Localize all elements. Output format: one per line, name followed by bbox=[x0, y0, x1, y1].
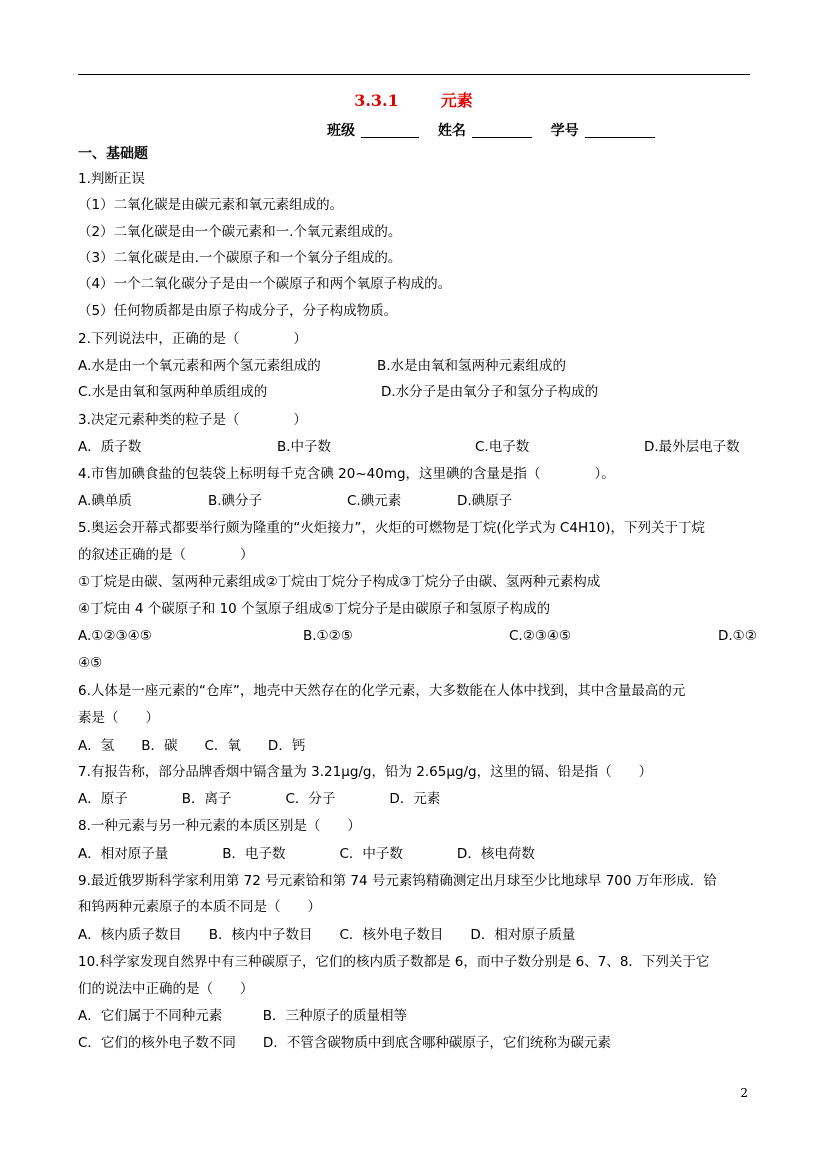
q1-item: （4）一个二氧化碳分子是由一个碳原子和两个氧原子构成的。 bbox=[78, 276, 452, 292]
q1-item: （2）二氧化碳是由一个碳元素和一.个氧元素组成的。 bbox=[78, 224, 402, 240]
q2-option-a: A.水是由一个氧元素和两个氢元素组成的 bbox=[78, 358, 321, 374]
q7-options: A．原子 B．离子 C．分子 D．元素 bbox=[78, 791, 441, 807]
q5-statement: ①丁烷是由碳、氢两种元素组成②丁烷由丁烷分子构成③丁烷分子由碳、氢两种元素构成 bbox=[78, 574, 601, 590]
q1-item: （3）二氧化碳是由.一个碳原子和一个氧分子组成的。 bbox=[78, 250, 402, 266]
q4-option-a: A.碘单质 bbox=[78, 493, 132, 509]
q3-option-c: C.电子数 bbox=[475, 439, 530, 455]
q9-stem-cont: 和钨两种元素原子的本质不同是（ ） bbox=[78, 899, 321, 915]
q10-options-cd: C．它们的核外电子数不同 D．不管含碳物质中到底含哪种碳原子，它们统称为碳元素 bbox=[78, 1035, 611, 1051]
q5-statement: ④丁烷由 4 个碳原子和 10 个氢原子组成⑤丁烷分子是由碳原子和氢原子构成的 bbox=[78, 601, 551, 617]
q9-stem: 9.最近俄罗斯科学家利用第 72 号元素铪和第 74 号元素钨精确测定出月球至少比地球早 700 万年形成．铪 bbox=[78, 873, 717, 889]
section-heading: 一、基础题 bbox=[78, 146, 148, 162]
class-label: 班级 bbox=[327, 123, 355, 139]
student-info bbox=[327, 120, 669, 140]
q5-stem-cont: 的叙述正确的是（ ） bbox=[78, 547, 254, 563]
name-blank[interactable] bbox=[472, 123, 532, 138]
q10-stem: 10.科学家发现自然界中有三种碳原子，它们的核内质子数都是 6，而中子数分别是 6、7、8．下列关于它 bbox=[78, 954, 710, 970]
q8-stem: 8.一种元素与另一种元素的本质区别是（ ） bbox=[78, 818, 361, 834]
q5-stem: 5.奥运会开幕式都要举行颇为隆重的“火炬接力”，火炬的可燃物是丁烷(化学式为 C4H10)，下列关于丁烷 bbox=[78, 520, 706, 536]
q2-option-c: C.水是由氧和氢两种单质组成的 bbox=[78, 384, 268, 400]
class-blank[interactable] bbox=[361, 123, 419, 138]
q6-stem: 6.人体是一座元素的“仓库”，地壳中天然存在的化学元素，大多数能在人体中找到，其中含量最高的元 bbox=[78, 683, 686, 699]
q5-option-a: A.①②③④⑤ bbox=[78, 628, 152, 644]
q9-options: A．核内质子数目 B．核内中子数目 C．核外电子数目 D．相对原子质量 bbox=[78, 927, 576, 943]
id-label: 学号 bbox=[550, 123, 579, 139]
q2-option-b: B.水是由氧和氢两种元素组成的 bbox=[377, 358, 567, 374]
q6-options: A．氢 B．碳 C．氧 D．钙 bbox=[78, 738, 306, 754]
q10-stem-cont: 们的说法中正确的是（ ） bbox=[78, 981, 254, 997]
q4-option-d: D.碘原子 bbox=[457, 493, 513, 509]
q7-stem: 7.有报告称，部分品牌香烟中镉含量为 3.21μg/g，铅为 2.65μg/g，这里的镉、铅是指（ ） bbox=[78, 764, 653, 780]
q1-item: （1）二氧化碳是由碳元素和氧元素组成的。 bbox=[78, 197, 344, 213]
q5-option-b: B.①②⑤ bbox=[303, 628, 353, 644]
page-number: 2 bbox=[740, 1086, 748, 1100]
title-number: 3.3.1 bbox=[354, 91, 399, 110]
q6-stem-cont: 素是（ ） bbox=[78, 710, 159, 726]
q5-option-d: D.①② bbox=[718, 628, 757, 644]
name-label: 姓名 bbox=[437, 123, 466, 139]
q3-option-d: D.最外层电子数 bbox=[644, 439, 740, 455]
q3-stem: 3.决定元素种类的粒子是（ ） bbox=[78, 412, 307, 428]
q3-option-a: A．质子数 bbox=[78, 439, 142, 455]
id-blank[interactable] bbox=[585, 123, 655, 138]
title-text: 元素 bbox=[440, 91, 473, 110]
q5-option-c: C.②③④⑤ bbox=[509, 628, 572, 644]
q10-options-ab: A．它们属于不同种元素 B．三种原子的质量相等 bbox=[78, 1008, 407, 1024]
q5-option-d-cont: ④⑤ bbox=[78, 655, 103, 671]
q1-stem: 1.判断正误 bbox=[78, 171, 145, 187]
q2-option-d: D.水分子是由氧分子和氢分子构成的 bbox=[381, 384, 599, 400]
q8-options: A．相对原子量 B．电子数 C．中子数 D．核电荷数 bbox=[78, 846, 535, 862]
header-rule bbox=[78, 74, 750, 75]
q1-item: （5）任何物质都是由原子构成分子，分子构成物质。 bbox=[78, 303, 398, 319]
q4-option-c: C.碘元素 bbox=[347, 493, 402, 509]
q2-stem: 2.下列说法中，正确的是（ ） bbox=[78, 331, 307, 347]
q4-stem: 4.市售加碘食盐的包装袋上标明每千克含碘 20~40mg，这里碘的含量是指（ ）。 bbox=[78, 466, 615, 482]
q4-option-b: B.碘分子 bbox=[208, 493, 263, 509]
page-title bbox=[0, 88, 827, 111]
q3-option-b: B.中子数 bbox=[277, 439, 332, 455]
